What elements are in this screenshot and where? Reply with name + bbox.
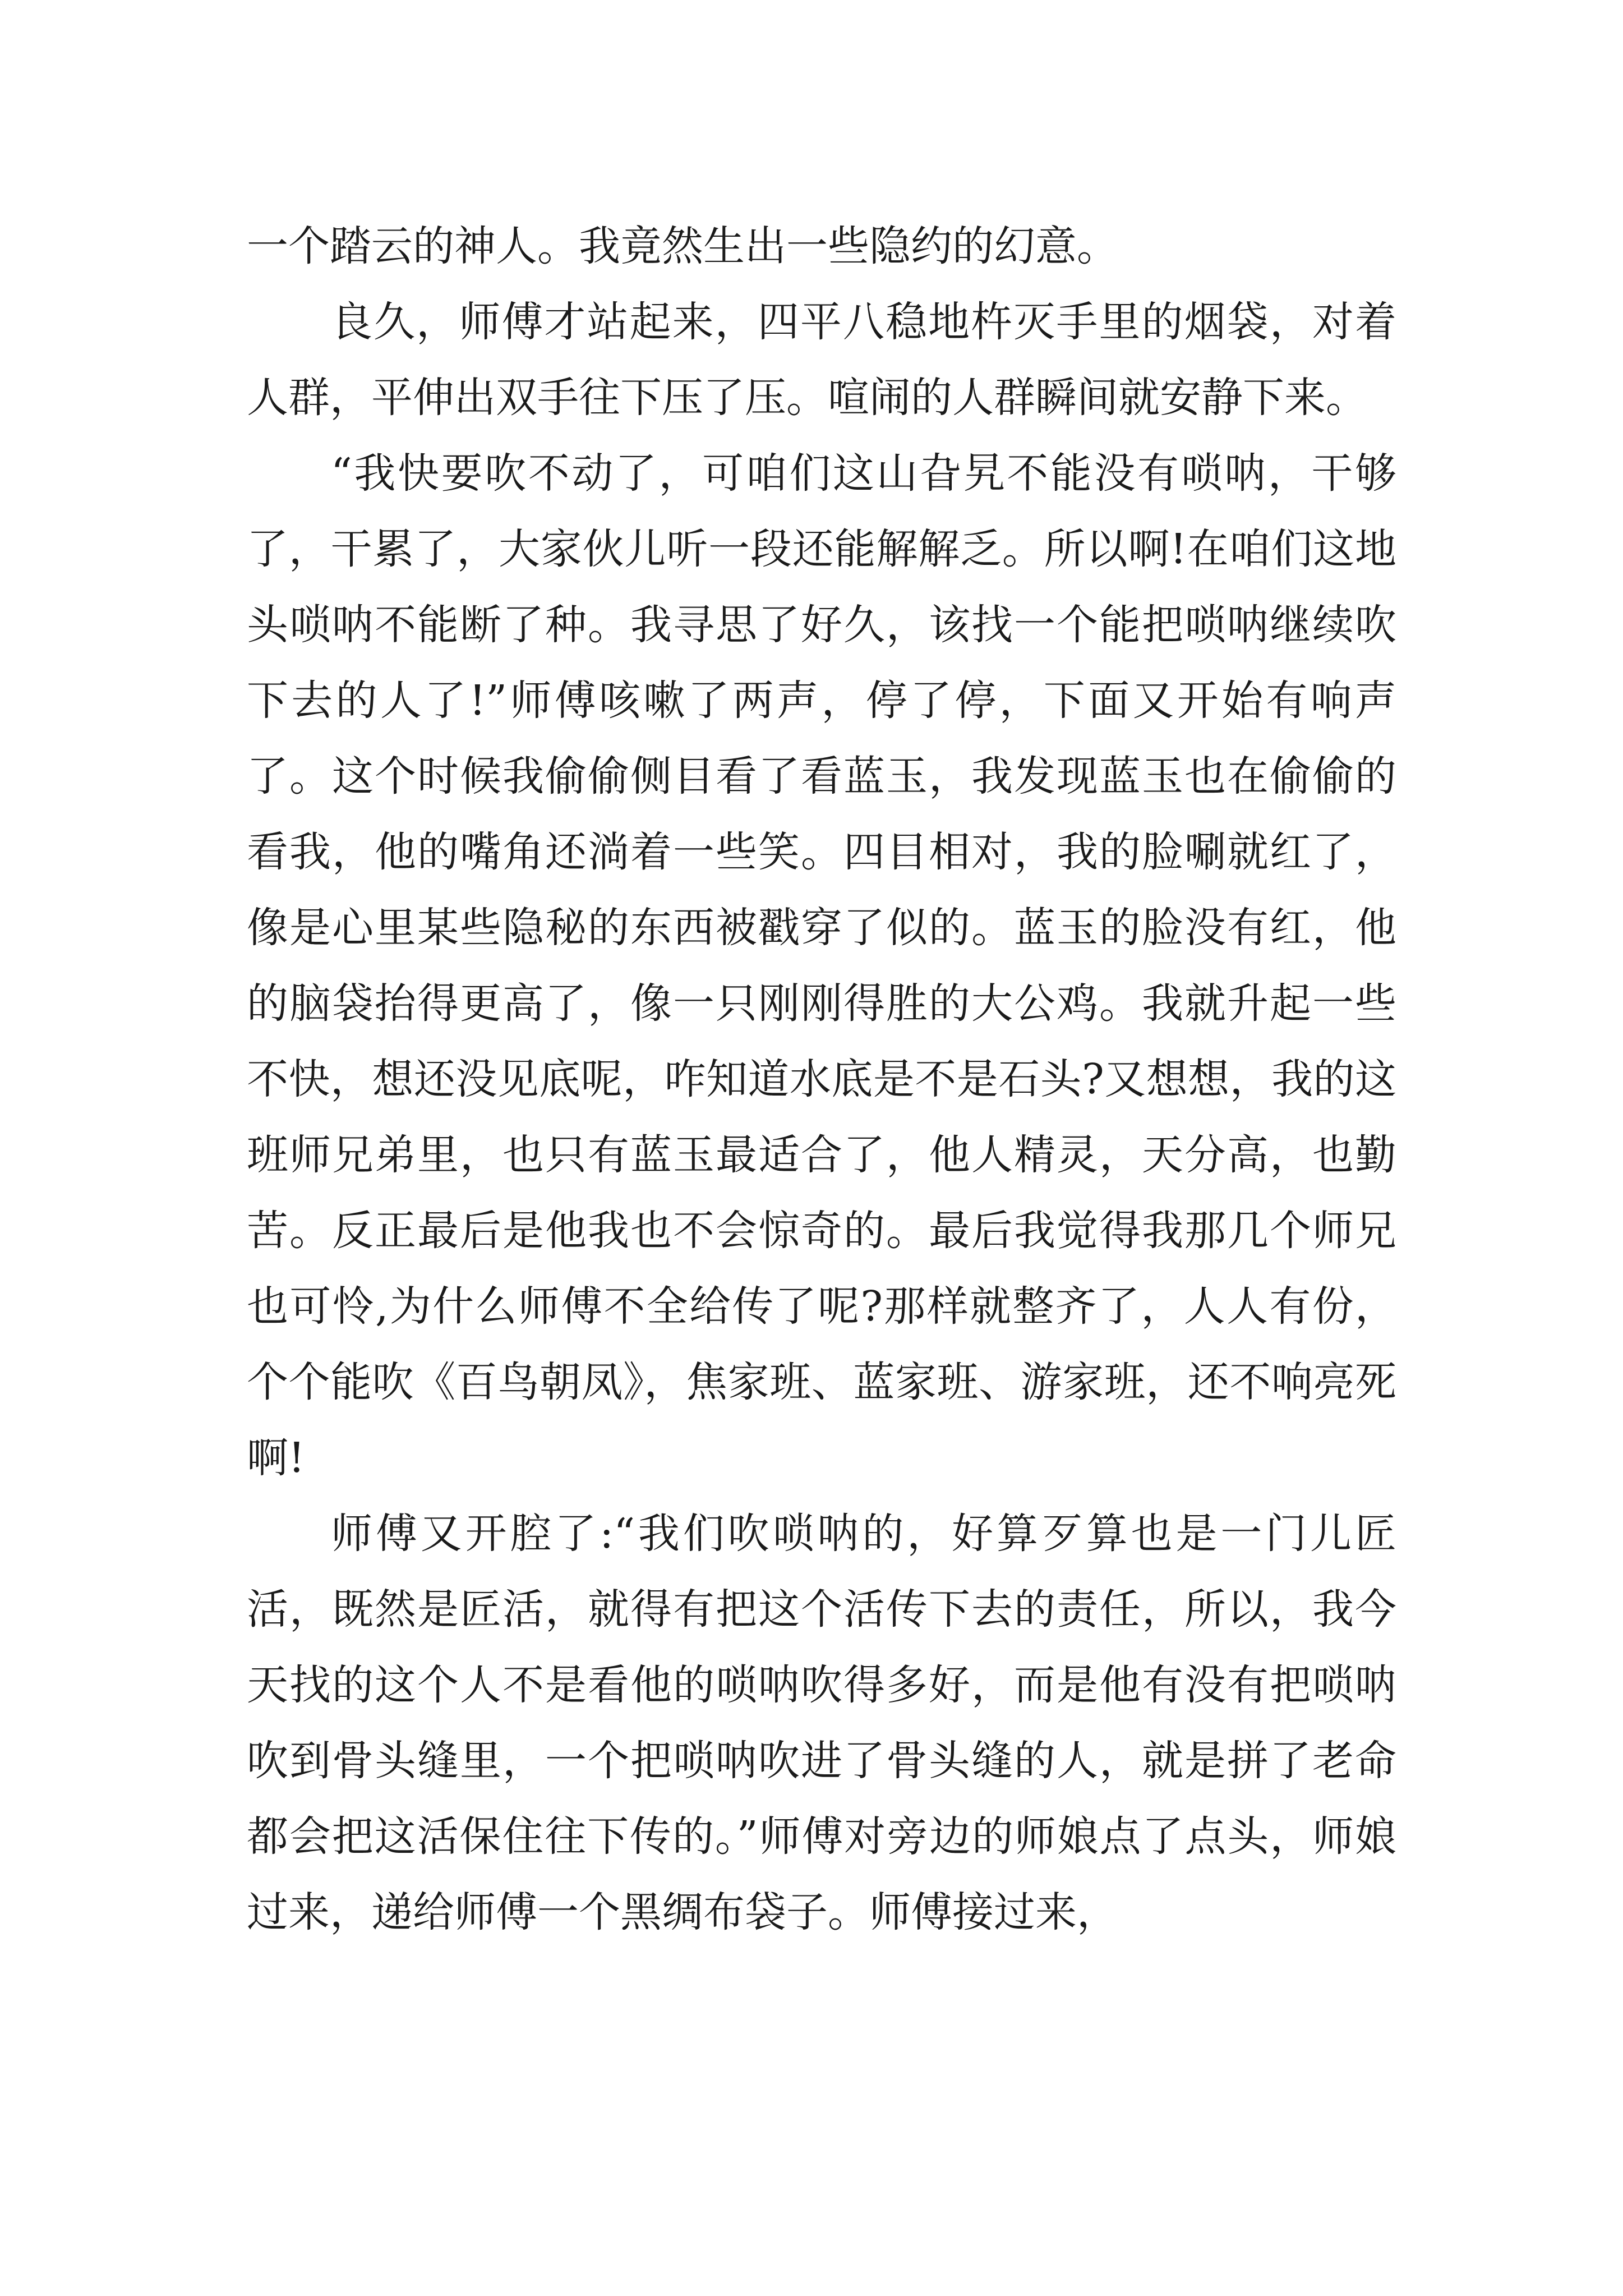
- paragraph-4: 师傅又开腔了:“我们吹唢呐的，好算歹算也是一门儿匠活，既然是匠活，就得有把这个活传下去的责任，所以，我今天找的这个人不是看他的唢呐吹得多好，而是他有没有把唢呐吹到骨头缝里，一个把唢呐吹进了骨头缝的人，就是拼了老命都会把这活保住往下传的。”师傅对旁边的师娘点了点头，师娘过来，递给师傅一个黑绸布袋子。师傅接过来，: [247, 1510, 1396, 1936]
- body-text: [247, 209, 1396, 1950]
- paragraph-3: “我快要吹不动了，可咱们这山旮旯不能没有唢呐，干够了，干累了，大家伙儿听一段还能解解乏。所以啊!在咱们这地头唢呐不能断了种。我寻思了好久，该找一个能把唢呐继续吹下去的人了!”师傅咳嗽了两声，停了停，下面又开始有响声了。这个时候我偷偷侧目看了看蓝玉，我发现蓝玉也在偷偷的看我，他的嘴角还淌着一些笑。四目相对，我的脸唰就红了，像是心里某些隐秘的东西被戳穿了似的。蓝玉的脸没有红，他的脑袋抬得更高了，像一只刚刚得胜的大公鸡。我就升起一些不快，想还没见底呢，咋知道水底是不是石头?又想想，我的这班师兄弟里，也只有蓝玉最适合了，他人精灵，天分高，也勤苦。反正最后是他我也不会惊奇的。最后我觉得我那几个师兄也可怜,为什么师傅不全给传了呢?那样就整齐了，人人有份，个个能吹《百鸟朝凤》，焦家班、蓝家班、游家班，还不响亮死啊!: [247, 449, 1396, 1482]
- paragraph-1: 一个踏云的神人。我竟然生出一些隐约的幻意。: [247, 222, 1118, 270]
- paragraph-2: 良久，师傅才站起来，四平八稳地杵灭手里的烟袋，对着人群，平伸出双手往下压了压。喧闹的人群瞬间就安静下来。: [247, 298, 1396, 422]
